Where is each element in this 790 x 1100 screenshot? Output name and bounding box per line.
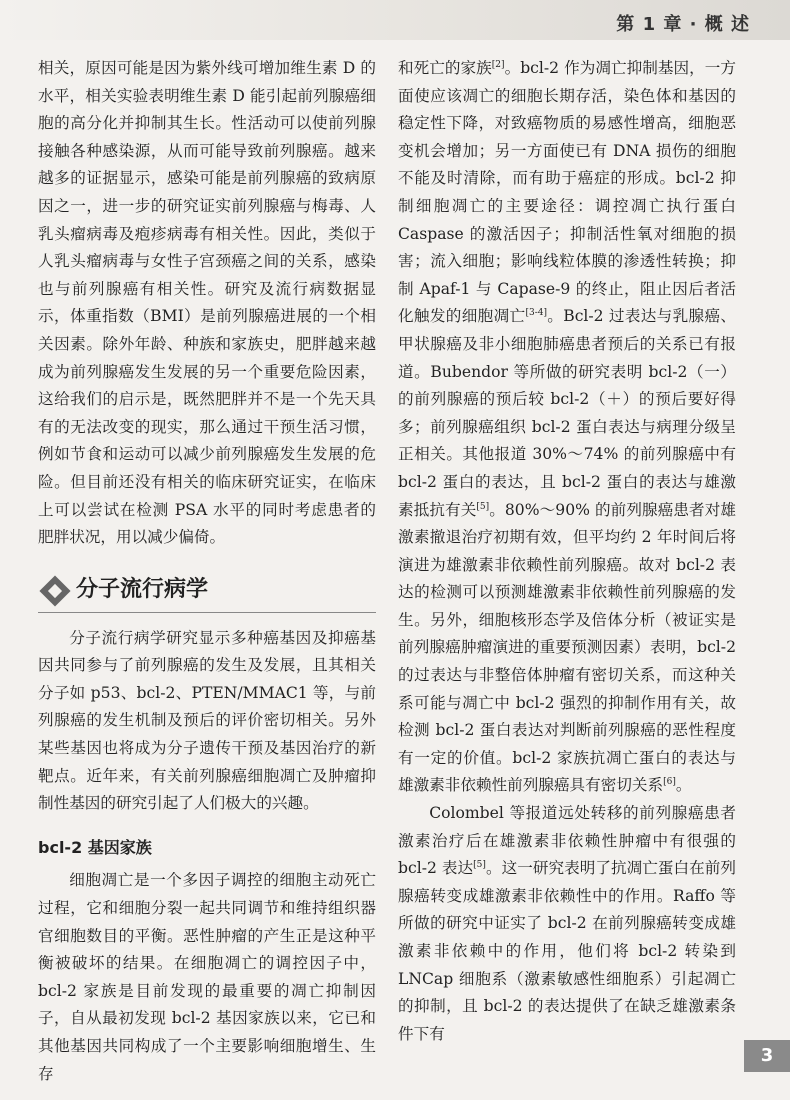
text-run: 。bcl-2 作为凋亡抑制基因，一方面使应该凋亡的细胞长期存活，染色体和基因的稳定性下降，对致癌物质的易感性增高，细胞恶变机会增加；另一方面使已有 DNA 损伤的细胞不能及时清除，而有助于癌症的形成。bcl-2 抑制细胞凋亡的主要途径：调控凋亡执行蛋白 Caspase 的激活因子；抑制活性氧对细胞的损害；流入细胞；影响线粒体膜的渗透性转换；抑制 Apaf-1 与 Capase-9 的终止，阻止因后者活化触发的细胞凋亡 (398, 59, 736, 326)
diamond-icon (39, 575, 70, 606)
text-run: Colombel 等报道远处转移的前列腺癌患者激素治疗后在雄激素非依赖性肿瘤中有很强的 bcl-2 表达 (398, 804, 736, 878)
citation: [2] (491, 59, 505, 70)
section-title: 分子流行病学 (76, 576, 209, 602)
citation: [5] (473, 860, 486, 871)
left-column (38, 55, 376, 1088)
text-run: 。80%～90% 的前列腺癌患者对雄激素撤退治疗初期有效，但平均约 2 年时间后将演进为雄激素非依赖性前列腺癌。故对 bcl-2 表达的检测可以预测雄激素非依赖性前列腺癌的发生。另外，细胞核形态学及倍体分析（被证实是前列腺癌肿瘤演进的重要预测因素）表明，bcl-2 的过表达与非整倍体肿瘤有密切关系，而这种关系可能与凋亡中 bcl-2 强烈的抑制作用有关，故检测 bcl-2 蛋白表达对判断前列腺癌的恶性程度有一定的价值。bcl-2 家族抗凋亡蛋白的表达与雄激素非依赖性前列腺癌具有密切关系 (398, 500, 736, 795)
paragraph (398, 55, 736, 800)
page-number: 3 (744, 1040, 790, 1072)
text-run: 和死亡的家族 (398, 59, 492, 77)
right-column (398, 55, 736, 1048)
chapter-title: 第 1 章 · 概 述 (616, 14, 750, 35)
paragraph: 细胞凋亡是一个多因子调控的细胞主动死亡过程，它和细胞分裂一起共同调节和维持组织器官细胞数目的平衡。恶性肿瘤的产生正是这种平衡被破坏的结果。在细胞凋亡的调控因子中，bcl-2 家族是目前发现的最重要的凋亡抑制因子，自从最初发现 bcl-2 基因家族以来，它已和其他基因共同构成了一个主要影响细胞增生、生存 (38, 871, 376, 1083)
citation: [5] (476, 501, 490, 512)
paragraph (398, 800, 736, 1048)
text-run: 。这一研究表明了抗凋亡蛋白在前列腺癌转变成雄激素非依赖性中的作用。Raffo 等所做的研究中证实了 bcl-2 在前列腺癌转变成雄激素非依赖中的作用，他们将 bcl-2 转染到 LNCap 细胞系（激素敏感性细胞系）引起凋亡的抑制，且 bcl-2 的表达提供了在缺乏雄激素条件下有 (398, 859, 736, 1043)
citation: [3-4] (525, 308, 547, 319)
citation: [6] (663, 777, 676, 788)
text-run: 。 (675, 776, 692, 795)
paragraph: 分子流行病学研究显示多种癌基因及抑癌基因共同参与了前列腺癌的发生及发展，且其相关分子如 p53、bcl-2、PTEN/MMAC1 等，与前列腺癌的发生机制及预后的评价密切相关。另外某些基因也将成为分子遗传干预及基因治疗的新靶点。近年来，有关前列腺癌细胞凋亡及肿瘤抑制性基因的研究引起了人们极大的兴趣。 (38, 628, 376, 813)
paragraph: 相关，原因可能是因为紫外线可增加维生素 D 的水平，相关实验表明维生素 D 能引起前列腺癌细胞的高分化并抑制其生长。性活动可以使前列腺接触各种感染源，从而可能导致前列腺癌。越来越多的证据显示，感染可能是前列腺癌的致病原因之一，进一步的研究证实前列腺癌与梅毒、人乳头瘤病毒及疱疹病毒有相关性。因此，类似于人乳头瘤病毒与女性子宫颈癌之间的关系，感染也与前列腺癌有相关性。研究及流行病数据显示，体重指数（BMI）是前列腺癌进展的一个相关因素。除外年龄、种族和家族史，肥胖越来越成为前列腺癌发生发展的另一个重要危险因素，这给我们的启示是，既然肥胖并不是一个先天具有的无法改变的现实，那么通过干预生活习惯，例如节食和运动可以减少前列腺癌发生发展的危险。但目前还没有相关的临床研究证实，在临床上可以尝试在检测 PSA 水平的同时考虑患者的肥胖状况，用以减少偏倚。 (38, 59, 376, 547)
section-heading (38, 574, 376, 613)
subsection-title: bcl-2 基因家族 (38, 837, 152, 857)
page-header (0, 0, 790, 40)
text-run: 。Bcl-2 过表达与乳腺癌、甲状腺癌及非小细胞肺癌患者预后的关系已有报道。Bubendor 等所做的研究表明 bcl-2（一）的前列腺癌的预后较 bcl-2（＋）的预后要好得多；前列腺癌组织 bcl-2 蛋白表达与病理分级呈正相关。其他报道 30%～74% 的前列腺癌中有 bcl-2 蛋白的表达，且 bcl-2 蛋白的表达与雄激素抵抗有关 (398, 307, 736, 519)
